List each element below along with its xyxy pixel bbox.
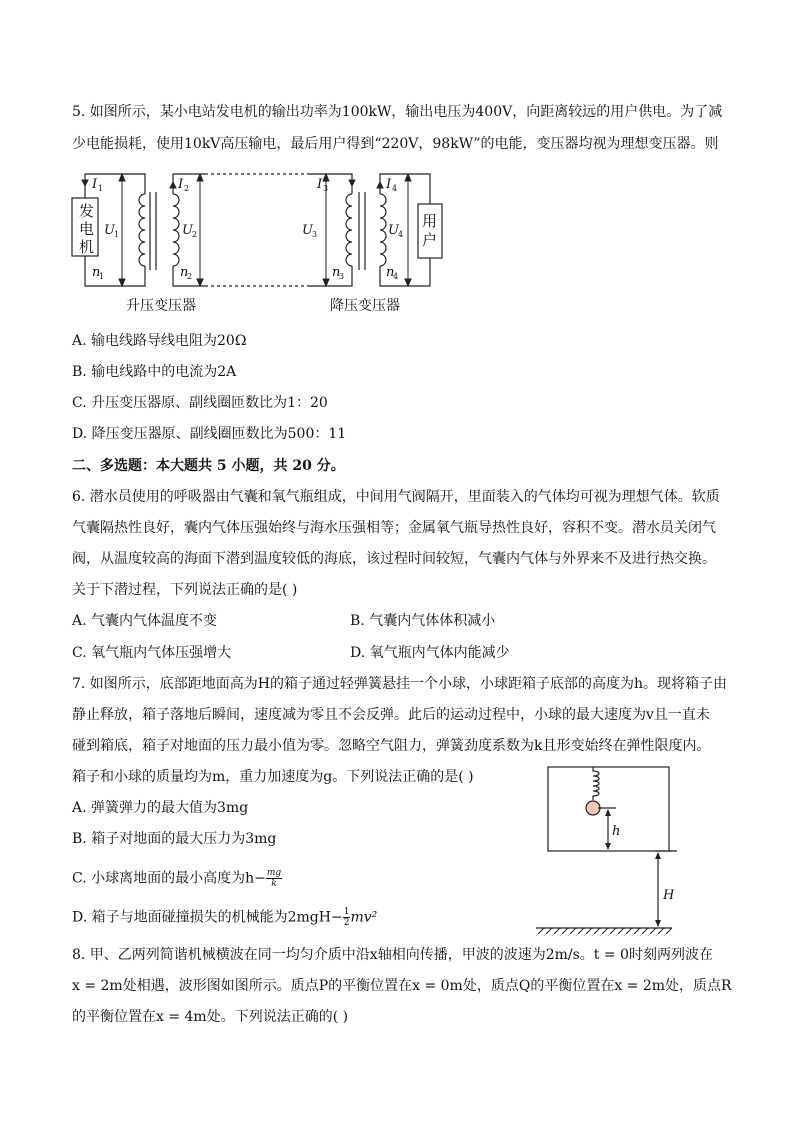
- label-n2-sub: 2: [187, 272, 193, 281]
- q6-option-a: A. 气囊内气体温度不变: [72, 613, 218, 629]
- label-h: h: [612, 824, 621, 839]
- label-U2: U: [182, 223, 193, 238]
- label-n2: n: [180, 265, 189, 280]
- q7-line-4: 箱子和小球的质量均为m，重力加速度为g。下列说法正确的是( ): [72, 769, 474, 785]
- label-n1: n: [92, 265, 101, 280]
- q8-line-1: 8. 甲、乙两列简谐机械横波在同一均匀介质中沿x轴相向传播，甲波的波速为2m/s。t = 0时刻两列波在: [72, 947, 713, 963]
- generator-char-1: 发: [79, 202, 95, 220]
- q5-option-b: B. 输电线路中的电流为2A: [72, 364, 237, 380]
- generator-char-3: 机: [79, 238, 95, 256]
- user-char-1: 用: [422, 212, 438, 230]
- q5-option-a: A. 输电线路导线电阻为20Ω: [72, 333, 247, 349]
- label-U4: U: [388, 223, 399, 238]
- q7-option-c-text: C. 小球离地面的最小高度为h−: [72, 870, 266, 887]
- q5-option-d: D. 降压变压器原、副线圈匝数比为500：11: [72, 426, 347, 442]
- label-U2-sub: 2: [192, 230, 198, 239]
- generator-char-2: 电: [79, 220, 95, 238]
- q8-line-3: 的平衡位置在x = 4m处。下列说法正确的( ): [72, 1009, 349, 1025]
- fraction-denominator: k: [271, 879, 277, 889]
- label-U1: U: [104, 223, 115, 238]
- q7-option-c: [72, 868, 282, 889]
- label-I3-sub: 3: [323, 184, 329, 193]
- q6-line-1: 6. 潜水员使用的呼吸器由气囊和氧气瓶组成，中间用气阀隔开，里面装入的气体均可视为理想气体。软质: [72, 489, 720, 505]
- label-n4: n: [386, 265, 395, 280]
- label-I4-sub: 4: [392, 184, 398, 193]
- user-char-2: 户: [422, 231, 438, 249]
- q5-option-c: C. 升压变压器原、副线圈匝数比为1：20: [72, 395, 328, 411]
- q5-line-2: 少电能损耗，使用10kV高压输电，最后用户得到“220V，98kW”的电能，变压器均视为理想变压器。则: [72, 136, 719, 152]
- q6-option-d: D. 氧气瓶内气体内能减少: [350, 645, 510, 661]
- q7-line-2: 静止释放，箱子落地后瞬间，速度减为零且不会反弹。此后的运动过程中，小球的最大速度为v且一直未: [72, 707, 710, 723]
- q7-line-3: 碰到箱底，箱子对地面的压力最小值为零。忽略空气阻力，弹簧劲度系数为k且形变始终在弹性限度内。: [72, 738, 711, 754]
- label-I4: I: [386, 177, 392, 192]
- label-I1: I: [92, 177, 98, 192]
- fraction-denominator: 2: [343, 918, 350, 928]
- q7-option-d-text: D. 箱子与地面碰撞损失的机械能为2mgH−: [72, 909, 343, 926]
- step-down-label: 降压变压器: [330, 298, 400, 314]
- fraction-mg-over-k: [266, 868, 282, 889]
- q7-option-b: B. 箱子对地面的最大压力为3mg: [72, 831, 277, 847]
- transformer-diagram: [70, 166, 450, 318]
- q5-line-1: 5. 如图所示，某小电站发电机的输出功率为100kW，输出电压为400V，向距离较远的用户供电。为了减: [72, 104, 723, 120]
- q6-line-4: 关于下潜过程，下列说法正确的是( ): [72, 582, 298, 598]
- fraction-numerator: 1: [343, 907, 350, 917]
- label-I3: I: [317, 177, 323, 192]
- label-I2: I: [178, 177, 184, 192]
- q7-line-1: 7. 如图所示，底部距地面高为H的箱子通过轻弹簧悬挂一个小球，小球距箱子底部的高度为h。现将箱子由: [72, 676, 728, 692]
- q6-line-2: 气囊隔热性良好，囊内气体压强始终与海水压强相等；金属氧气瓶导热性良好，容积不变。潜水员关闭气: [72, 520, 716, 536]
- label-H: H: [663, 888, 675, 903]
- label-U3-sub: 3: [312, 230, 318, 239]
- spring: [593, 767, 599, 800]
- label-U3: U: [302, 223, 313, 238]
- label-n1-sub: 1: [99, 272, 105, 281]
- label-U1-sub: 1: [114, 230, 120, 239]
- q8-line-2: x = 2m处相遇，波形图如图所示。质点P的平衡位置在x = 0m处，质点Q的平衡位置在x = 2m处，质点R: [72, 978, 732, 994]
- label-n3-sub: 3: [339, 272, 345, 281]
- ball: [586, 801, 600, 815]
- step-up-label: 升压变压器: [126, 298, 196, 314]
- q7-option-d-tail: mv²: [350, 909, 378, 926]
- section-heading: 二、多选题：本大题共 5 小题，共 20 分。: [72, 458, 345, 474]
- label-n4-sub: 4: [393, 272, 399, 281]
- q6-option-b: B. 气囊内气体体积减小: [350, 613, 496, 629]
- box-spring-diagram: [532, 762, 692, 938]
- label-U4-sub: 4: [398, 230, 404, 239]
- q6-line-3: 阀，从温度较高的海面下潜到温度较低的海底，该过程时间较短，气囊内气体与外界来不及进行热交换。: [72, 551, 716, 567]
- label-I2-sub: 2: [184, 184, 190, 193]
- fraction-numerator: mg: [266, 868, 282, 878]
- label-I1-sub: 1: [98, 184, 104, 193]
- q7-option-d: [72, 907, 377, 928]
- label-n3: n: [332, 265, 341, 280]
- q7-option-a: A. 弹簧弹力的最大值为3mg: [72, 800, 249, 816]
- q6-option-c: C. 氧气瓶内气体压强增大: [72, 645, 232, 661]
